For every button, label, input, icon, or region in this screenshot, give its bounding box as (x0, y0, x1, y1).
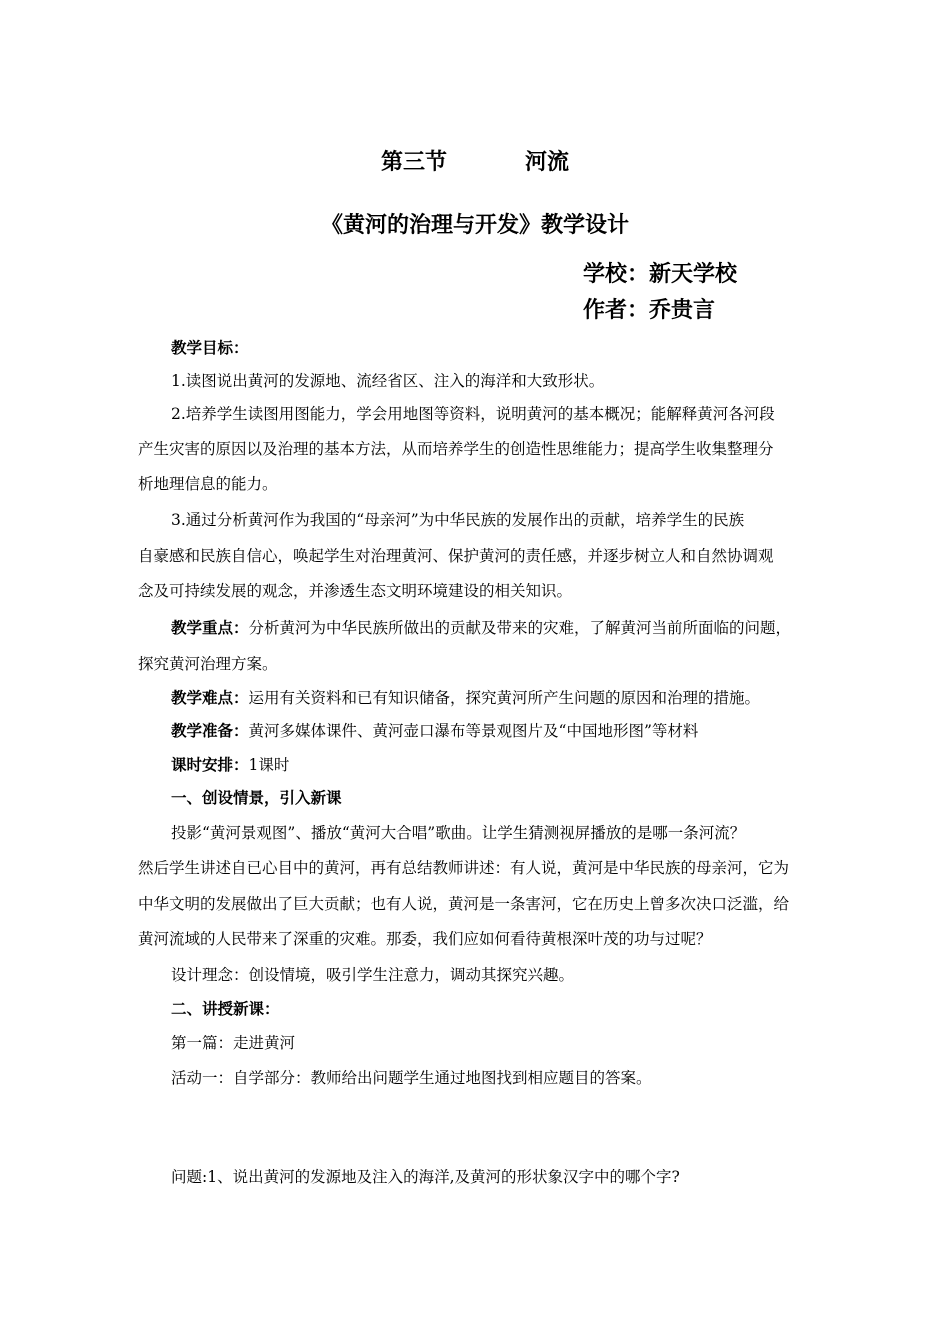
difficulty-line (171, 686, 851, 710)
schedule-text: 1课时 (248, 756, 290, 774)
objective-item-2-line-1: 2.培养学生读图用图能力，学会用地图等资料，说明黄河的基本概况；能解释黄河各河段 (171, 405, 775, 423)
section-topic: 河流 (525, 149, 570, 175)
part1-design-note: 设计理念：创设情境，吸引学生注意力，调动其探究兴趣。 (171, 966, 575, 984)
difficulty-text: 运用有关资料和已有知识储备，探究黄河所产生问题的原因和治理的措施。 (248, 689, 761, 707)
objective-item-3-line-2: 自豪感和民族自信心，唤起学生对治理黄河、保护黄河的责任感，并逐步树立人和自然协调观 (138, 547, 774, 565)
part2-activity: 活动一：自学部分：教师给出问题学生通过地图找到相应题目的答案。 (171, 1069, 652, 1087)
section-number: 第三节 (380, 149, 447, 175)
part1-heading: 一、创设情景，引入新课 (171, 788, 342, 807)
preparation-text: 黄河多媒体课件、黄河壶口瀑布等景观图片及“中国地形图”等材料 (248, 722, 699, 740)
document-title: 《黄河的治理与开发》教学设计 (320, 212, 629, 238)
schedule-line (171, 753, 851, 777)
objective-item-2-line-3: 析地理信息的能力。 (138, 475, 278, 493)
objective-item-2-line-2: 产生灾害的原因以及治理的基本方法，从而培养学生的创造性思维能力；提高学生收集整理分 (138, 440, 774, 458)
schedule-label: 课时安排： (171, 755, 249, 774)
part2-chapter: 第一篇：走进黄河 (171, 1034, 296, 1052)
preparation-line (171, 719, 851, 743)
part1-paragraph-line-2: 然后学生讲述自已心目中的黄河，再有总结教师讲述：有人说，黄河是中华民族的母亲河，它为 (138, 859, 790, 877)
keypoints-line-2: 探究黄河治理方案。 (138, 655, 278, 673)
difficulty-label: 教学难点： (171, 688, 249, 707)
part2-heading: 二、讲授新课： (171, 999, 280, 1018)
objective-item-1: 1.读图说出黄河的发源地、流经省区、注入的海洋和大致形状。 (171, 372, 605, 390)
preparation-label: 教学准备： (171, 721, 249, 740)
school-line: 学校：新天学校 (583, 261, 738, 287)
section-title (0, 146, 950, 178)
keypoints-label: 教学重点： (171, 618, 249, 637)
keypoints-text: 分析黄河为中华民族所做出的贡献及带来的灾难，了解黄河当前所面临的问题， (248, 619, 792, 637)
keypoints-line-1 (171, 616, 851, 640)
part1-paragraph-line-4: 黄河流域的人民带来了深重的灾难。那委，我们应如何看待黄根深叶茂的功与过呢？ (138, 930, 712, 948)
part1-paragraph-line-1: 投影“黄河景观图”、播放“黄河大合唱”歌曲。让学生猜测视屏播放的是哪一条河流？ (171, 824, 746, 842)
objectives-heading: 教学目标： (171, 338, 249, 357)
objective-item-3-line-3: 念及可持续发展的观念，并渗透生态文明环境建设的相关知识。 (138, 582, 573, 600)
author-line: 作者：乔贵言 (583, 297, 716, 323)
part1-paragraph-line-3: 中华文明的发展做出了巨大贡献；也有人说，黄河是一条害河，它在历史上曾多次决口泛滥，给 (138, 895, 790, 913)
objective-item-3-line-1: 3.通过分析黄河作为我国的“母亲河”为中华民族的发展作出的贡献，培养学生的民族 (171, 511, 745, 529)
part2-question: 问题:1、说出黄河的发源地及注入的海洋,及黄河的形状象汉字中的哪个字? (171, 1168, 680, 1186)
